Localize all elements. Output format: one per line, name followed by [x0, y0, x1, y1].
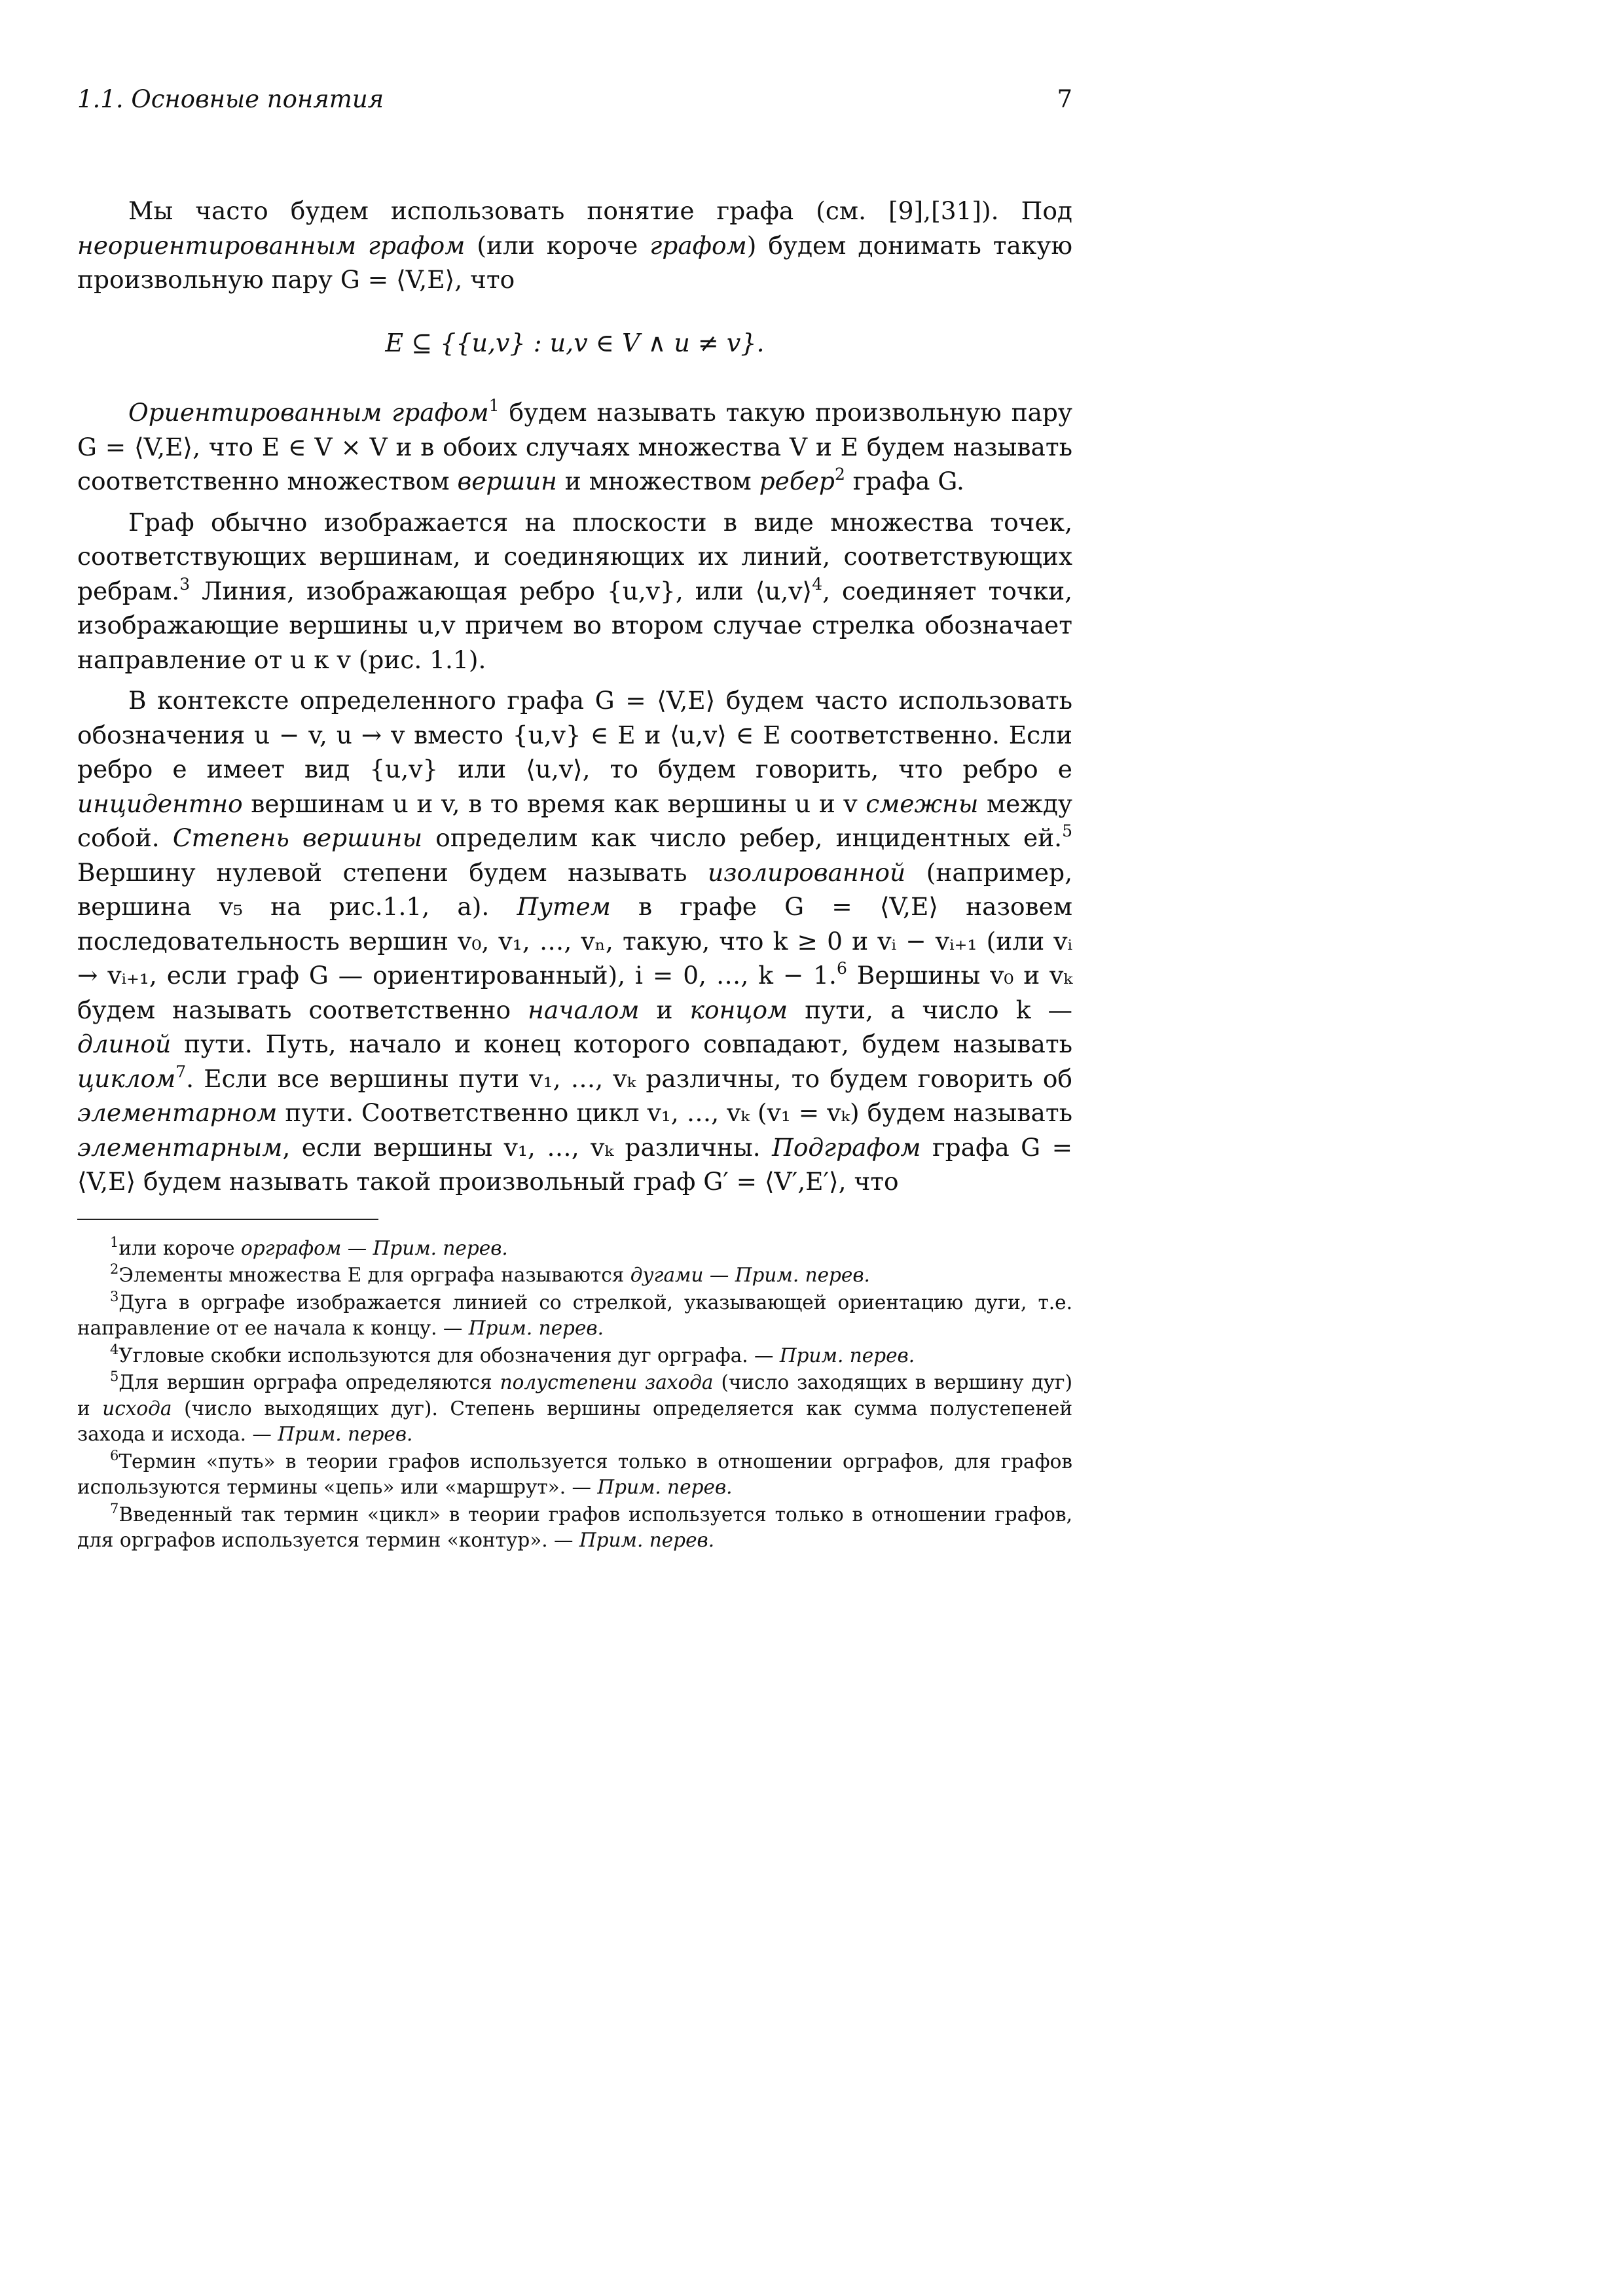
text: , соединяет точки, изображающие вершины u,v причем во втором случае стрелка обозначает направление от u к v (рис. 1.1).	[77, 576, 1073, 674]
footnote-number: 4	[110, 1341, 119, 1357]
text-italic: Прим. перев.	[579, 1529, 715, 1551]
text: Граф обычно изображается на плоскости в виде множества точек, соответствующих вершинам, и соединяющих их линий, соответствующих ребрам.	[77, 507, 1072, 605]
text: вершинам u и v, в то время как вершины u и v	[242, 789, 866, 818]
term-elementary: элементарном	[77, 1098, 278, 1127]
text: и	[639, 995, 690, 1024]
footnote-7	[77, 1502, 1072, 1554]
footnote-number: 3	[110, 1288, 119, 1304]
text: Элементы множества E для орграфа называются	[119, 1264, 630, 1286]
term-elementary: элементарным	[77, 1132, 283, 1162]
footnote-4	[77, 1343, 1072, 1369]
text: в графе G = ⟨V,E⟩ назовем последовательность вершин v₀, v₁, …, vₙ, такую, что k ≥ 0 и vᵢ − vᵢ₊₁ (или vᵢ → vᵢ₊₁, если граф G — ориентированный), i = 0, …, k − 1.	[77, 892, 1073, 990]
footnote-number: 6	[110, 1447, 119, 1463]
term-length: длиной	[77, 1030, 172, 1058]
footnote-ref: 5	[1062, 821, 1072, 840]
text: , если вершины v₁, …, vₖ различны.	[282, 1132, 773, 1162]
footnote-number: 7	[110, 1500, 119, 1516]
text: Линия, изображающая ребро {u,v}, или ⟨u,v⟩	[190, 576, 812, 605]
running-header	[77, 85, 1072, 124]
display-formula: E ⊆ {{u,v} : u,v ∈ V ∧ u ≠ v}.	[385, 328, 765, 357]
paragraph-4	[77, 683, 1072, 1199]
text: определим как число ребер, инцидентных ей.	[422, 823, 1063, 852]
text-italic: полустепени захода	[500, 1371, 714, 1393]
text: или короче	[119, 1236, 241, 1259]
footnote-6	[77, 1449, 1072, 1501]
paragraph-3	[77, 505, 1072, 677]
term-incident: инцидентно	[77, 789, 243, 818]
footnote-number: 5	[110, 1369, 119, 1384]
term-vertices: вершин	[457, 467, 557, 495]
text: (или короче	[465, 230, 650, 260]
text: Мы часто будем использовать понятие графа (см. [9],[31]). Под	[128, 196, 1072, 225]
term-adjacent: смежны	[866, 789, 979, 818]
footnote-2	[77, 1263, 1072, 1289]
text: Термин «путь» в теории графов используется только в отношении орграфов, для графов используются термины «цепь» или «маршрут». —	[77, 1450, 1072, 1498]
term-subgraph: Подграфом	[772, 1132, 921, 1162]
text-italic: Прим. перев.	[468, 1317, 604, 1339]
text: графа G.	[845, 467, 964, 495]
text: Дуга в орграфе изображается линией со стрелкой, указывающей ориентацию дуги, т.е. направление от ее начала к концу. —	[77, 1291, 1072, 1339]
text: пути. Соответственно цикл v₁, …, vₖ (v₁ = vₖ) будем называть	[277, 1098, 1072, 1127]
footnote-3	[77, 1290, 1072, 1342]
text: Угловые скобки используются для обозначения дуг орграфа. —	[119, 1344, 780, 1367]
term-vertex-degree: Степень вершины	[172, 823, 423, 852]
footnote-number: 2	[110, 1261, 119, 1277]
text-italic: исхода	[102, 1397, 172, 1420]
footnote-number: 1	[110, 1234, 119, 1250]
footnote-1	[77, 1236, 1072, 1262]
text: . Если все вершины пути v₁, …, vₖ различны, то будем говорить об	[186, 1064, 1072, 1093]
term-path: Путем	[517, 892, 611, 921]
text-italic: дугами — Прим. перев.	[630, 1264, 870, 1286]
term-edges: ребер	[759, 467, 835, 495]
paragraph-2	[77, 395, 1072, 499]
term-start: началом	[528, 995, 640, 1024]
text: В контексте определенного графа G = ⟨V,E⟩ будем часто использовать обозначения u − v, u → v вместо {u,v} ∈ E и ⟨u,v⟩ ∈ E соответственно. Если ребро e имеет вид {u,v} или ⟨u,v⟩, то будем говорить, что ребро e	[77, 686, 1072, 783]
text: между собой.	[77, 789, 1072, 852]
text: ) будем донимать такую произвольную пару G = ⟨V,E⟩, что	[77, 230, 1072, 294]
term-end: концом	[689, 995, 788, 1024]
text: пути. Путь, начало и конец которого совпадают, будем называть	[171, 1030, 1072, 1058]
text: пути, а число k —	[788, 995, 1073, 1024]
footnote-5	[77, 1370, 1072, 1448]
text: и множеством	[556, 467, 759, 495]
text-italic: Прим. перев.	[597, 1476, 733, 1498]
footnotes	[77, 1236, 1072, 1554]
term-graph: графом	[649, 230, 747, 260]
page-number: 7	[1057, 85, 1072, 113]
page	[77, 85, 1072, 1555]
text-italic: орграфом — Прим. перев.	[241, 1236, 508, 1259]
footnote-ref: 2	[834, 465, 845, 484]
term-undirected-graph: неориентированным графом	[77, 230, 465, 260]
body-text	[77, 194, 1072, 1199]
text: Вершину нулевой степени будем называть	[77, 857, 708, 887]
footnote-ref: 4	[812, 574, 823, 594]
footnote-ref: 3	[179, 574, 191, 594]
text: (число заходящих в вершину дуг) и	[77, 1371, 1072, 1420]
section-title: 1.1. Основные понятия	[77, 85, 384, 113]
paragraph-1	[77, 194, 1072, 297]
text: графа G = ⟨V,E⟩ будем называть такой произвольный граф G′ = ⟨V′,E′⟩, что	[77, 1132, 1073, 1196]
footnote-ref: 7	[175, 1062, 187, 1081]
text-italic: Прим. перев.	[278, 1423, 413, 1445]
term-isolated: изолированной	[708, 857, 906, 887]
text: (число выходящих дуг). Степень вершины определяется как сумма полустепеней захода и исхода. —	[77, 1397, 1072, 1445]
term-directed-graph: Ориентированным графом	[128, 398, 489, 427]
text: Для вершин орграфа определяются	[119, 1371, 500, 1393]
text: будем называть такую произвольную пару G = ⟨V,E⟩, что E ∈ V × V и в обоих случаях множества V и E будем называть соответственно множеством	[77, 398, 1073, 495]
footnote-divider	[77, 1219, 378, 1220]
text: (например, вершина v₅ на рис.1.1, а).	[77, 857, 1073, 921]
footnote-ref: 6	[836, 959, 847, 978]
text-italic: Прим. перев.	[779, 1344, 915, 1367]
text: Введенный так термин «цикл» в теории графов используется только в отношении графов, для орграфов используется термин «контур». —	[77, 1503, 1072, 1551]
text: Вершины v₀ и vₖ будем называть соответственно	[77, 961, 1073, 1024]
term-cycle: циклом	[77, 1064, 176, 1093]
footnote-ref: 1	[488, 396, 500, 415]
